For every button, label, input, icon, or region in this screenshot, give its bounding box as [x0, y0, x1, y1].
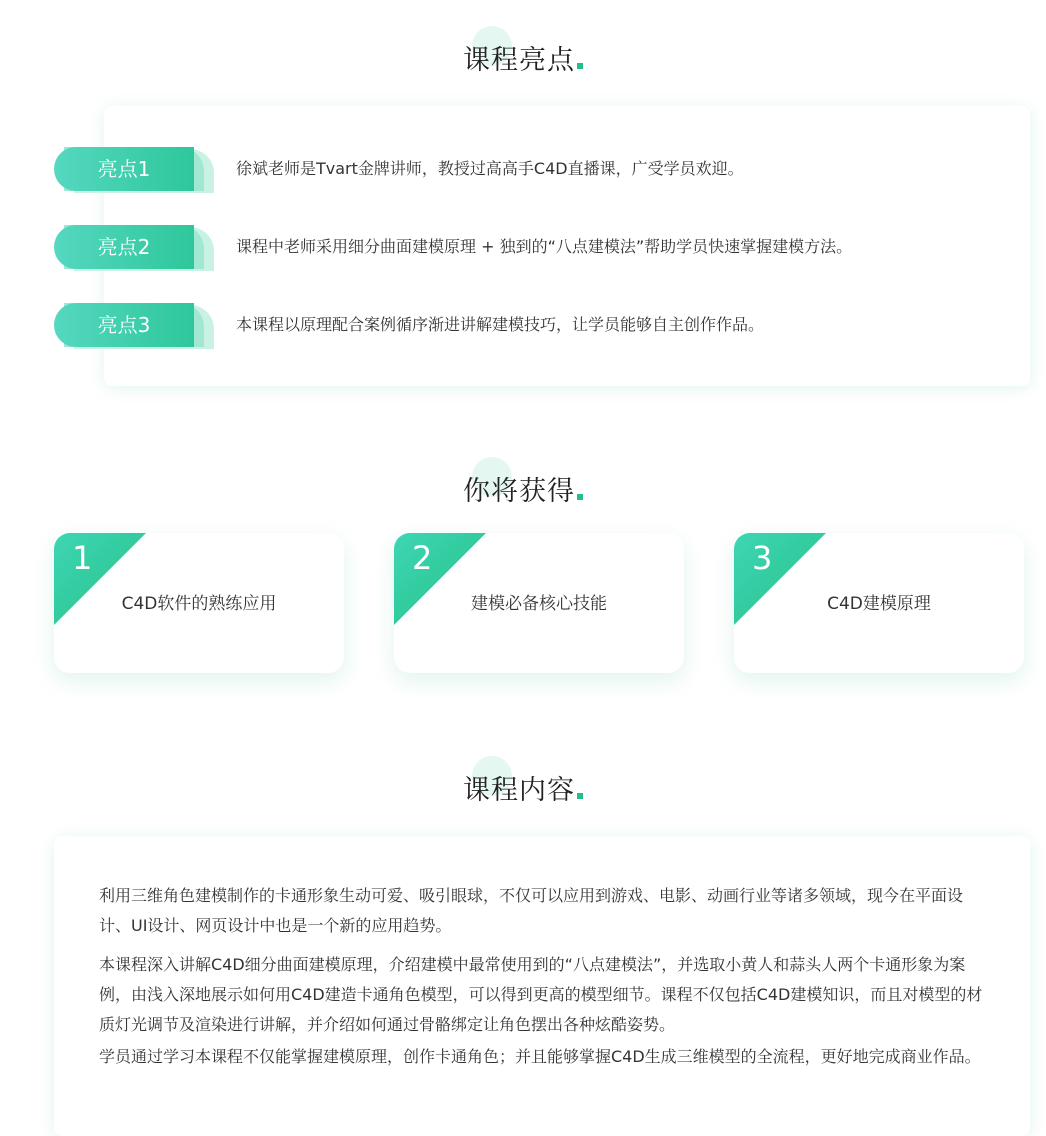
content-paragraph: 学员通过学习本课程不仅能掌握建模原理，创作卡通角色；并且能够掌握C4D生成三维模型的全流程，更好地完成商业作品。 — [99, 1047, 981, 1066]
title-dot-decoration — [577, 63, 583, 69]
gain-card — [734, 533, 1024, 673]
gains-heading — [0, 457, 1046, 517]
content-paragraph: 本课程深入讲解C4D细分曲面建模原理，介绍建模中最常使用到的“八点建模法”，并选取小黄人和蒜头人两个卡通形象为案例，由浅入深地展示如何用C4D建造卡通角色模型，可以得到更高的模型细节。课程不仅包括C4D建模知识，而且对模型的材质灯光调节及渲染进行讲解，并介绍如何通过骨骼绑定让角色摆出各种炫酷姿势。 — [99, 955, 983, 1034]
highlight-tag — [54, 147, 216, 193]
highlights-heading — [0, 26, 1046, 86]
gain-card — [54, 533, 344, 673]
content-heading — [0, 756, 1046, 816]
highlight-text: 徐斌老师是Tvart金牌讲师，教授过高高手C4D直播课，广受学员欢迎。 — [236, 159, 744, 178]
highlight-tag — [54, 303, 216, 349]
highlight-text: 课程中老师采用细分曲面建模原理 + 独到的“八点建模法”帮助学员快速掌握建模方法。 — [236, 237, 853, 256]
gain-number: 1 — [72, 539, 93, 577]
gain-number: 3 — [752, 539, 773, 577]
content-card — [54, 836, 1030, 1136]
highlight-text: 本课程以原理配合案例循序渐进讲解建模技巧，让学员能够自主创作作品。 — [236, 315, 765, 334]
gain-card — [394, 533, 684, 673]
title-dot-decoration — [577, 793, 583, 799]
content-paragraph: 利用三维角色建模制作的卡通形象生动可爱、吸引眼球，不仅可以应用到游戏、电影、动画行业等诸多领域，现今在平面设计、UI设计、网页设计中也是一个新的应用趋势。 — [99, 886, 964, 935]
highlight-item — [54, 147, 1014, 193]
title-dot-decoration — [577, 494, 583, 500]
highlight-item — [54, 225, 1014, 271]
highlight-item — [54, 303, 1014, 349]
gain-label: C4D建模原理 — [827, 594, 931, 614]
highlights-title: 课程亮点 — [0, 38, 1046, 77]
content-title: 课程内容 — [0, 768, 1046, 807]
highlight-tag-label: 亮点1 — [54, 147, 194, 191]
highlight-tag-label: 亮点3 — [54, 303, 194, 347]
gain-label: 建模必备核心技能 — [471, 594, 607, 614]
gains-title: 你将获得 — [0, 469, 1046, 508]
highlight-tag-label: 亮点2 — [54, 225, 194, 269]
highlight-tag — [54, 225, 216, 271]
gain-number: 2 — [412, 539, 433, 577]
gain-label: C4D软件的熟练应用 — [121, 594, 277, 614]
